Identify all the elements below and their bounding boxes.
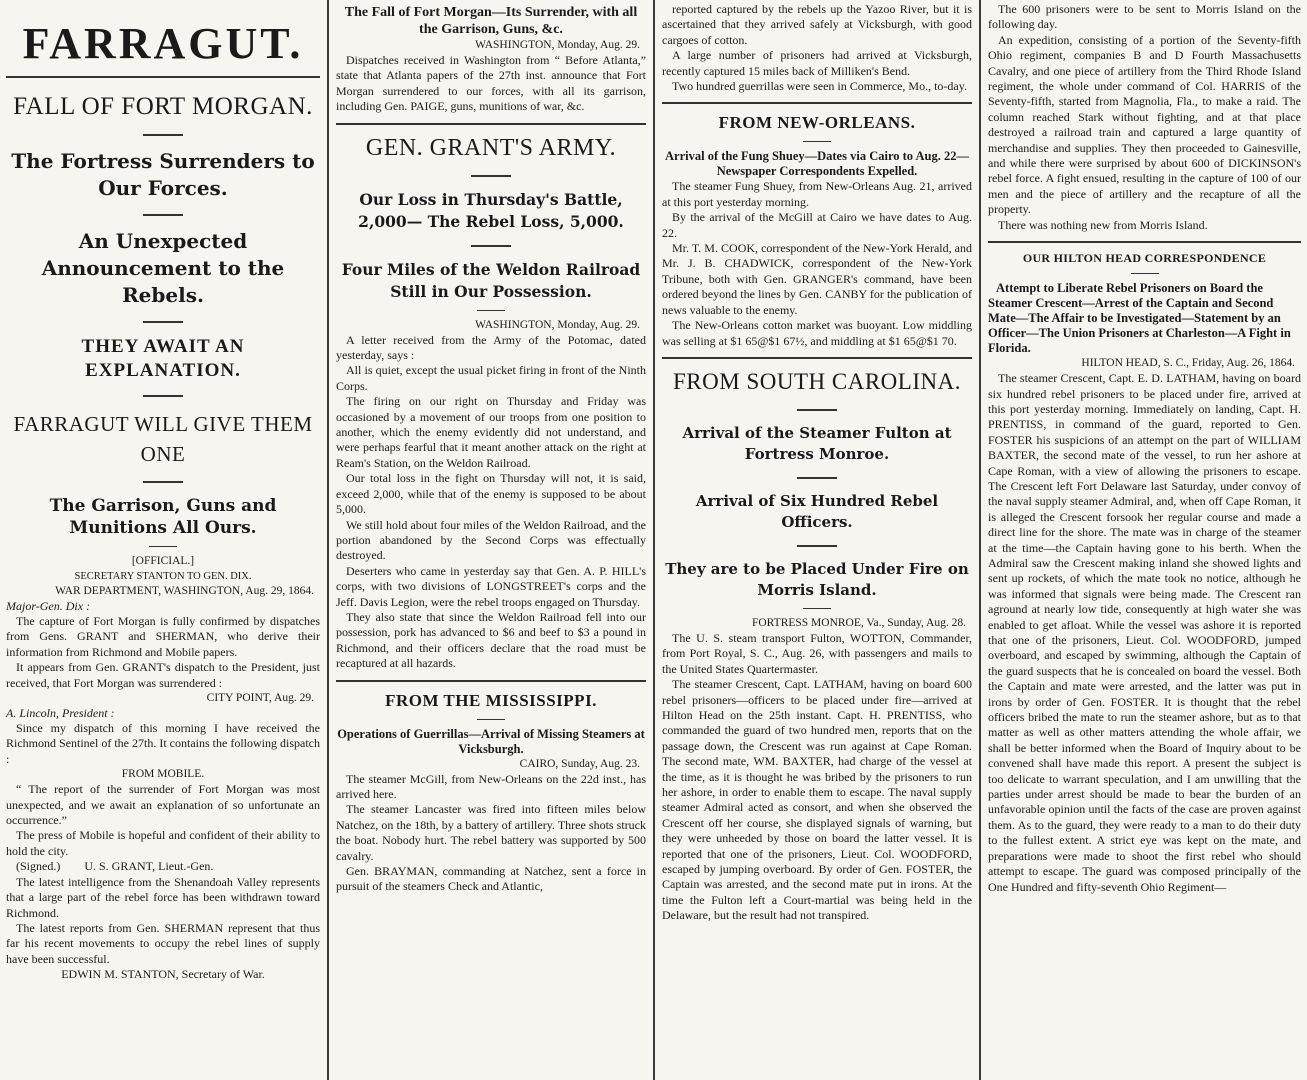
headline-fortress-surrenders: The Fortress Surrenders to Our Forces. — [11, 149, 315, 200]
paragraph: Our total loss in the fight on Thursday will not, it is said, exceed 2,000, while that of the enemy is supposed to be about 5,000. — [336, 471, 646, 517]
signed-line: (Signed.) U. S. GRANT, Lieut.-Gen. — [16, 859, 214, 874]
paragraph: The 600 prisoners were to be sent to Morris Island on the following day. — [988, 2, 1301, 32]
headline-six-hundred-officers: Arrival of Six Hundred Rebel Officers. — [695, 491, 939, 531]
signature: EDWIN M. STANTON, Secretary of War. — [61, 967, 265, 982]
subhead-guerrillas: Operations of Guerrillas—Arrival of Missing Steamers at Vicksburgh. — [337, 726, 645, 756]
paragraph: Mr. T. M. COOK, correspondent of the New-York Herald, and Mr. J. B. CHADWICK, correspondent of the New-York Tribune, both with Gen. GRANGER's command, have been ordered beyond the lines by Gen. CANBY for the publication of news valuable to the enemy. — [662, 241, 972, 317]
dateline: WASHINGTON, Monday, Aug. 29. — [475, 318, 640, 331]
dateline: WASHINGTON, Monday, Aug. 29. — [475, 39, 640, 51]
headline-fall-fort-morgan-surrender: The Fall of Fort Morgan—Its Surrender, with all the Garrison, Guns, &c. — [344, 5, 638, 37]
paragraph: There was nothing new from Morris Island. — [998, 217, 1208, 232]
divider — [336, 680, 646, 682]
paragraph: reported captured by the rebels up the Yazoo River, but it is ascertained that they arrived safely at Vicksburgh, with good cargoes of cotton. — [662, 2, 972, 47]
column-rule — [979, 0, 981, 1080]
divider — [143, 395, 183, 397]
salutation: Major-Gen. Dix : — [6, 599, 91, 613]
column-rule — [653, 0, 655, 1080]
divider — [1131, 273, 1159, 274]
paragraph: The steamer Crescent, Capt. E. D. LATHAM, having on board six hundred rebel prisoners to be placed under fire, arrived at this port yesterday morning. Immediately on landing, Capt. H. PRENTISS, in command of the guard, reported to Gen. FOSTER his suspicions of an attempt on the part of WILLIAM BAXTER, the second mate of the vessel, to run her ashore at Cape Roman, with a view of allowing the prisoners to escape. The Crescent left Fort Delaware last Saturday, under convoy of the naval supply steamer Admiral, and, when off Cape Roman, it is alleged the Crescent forsook her regular course and made a direct line for the shore. The mate was in charge of the steamer at the time—the Captain having gone to his berth. When the Admiral saw the Crescent making inland she showed lights and sent up rockets, of which the mate took no notice, although he was informed that signals were being made. The Crescent ran aground at nearly low tide, consequently at high water she was enabled to get afloat. While the vessel was ashore it is reported that one of the prisoners, Lieut. Col. WOODFORD, jumped overboard, and escaped by swimming, although the Captain of the guard suspects that he is concealed on board the vessel. Both the Captain and mate were arrested, and the latter was put in irons by order of Gen. FOSTER. It is thought that the rebel officers bribed the mate to run the steamer ashore, but as to that matter as well as other matters attending the whole affair, we shall be better informed when the Board of Inquiry about to be convened shall have made this report. A present the subject is too delicate to warrant speculation, and I am unwilling that the parties under arrest should be made to bear the burden of an unfavorable opinion until the facts of the case are proven against them. As to the guard, they were ready to a man to do their duty to the fullest extent. A strict eye was kept on the mate, and preparations were made to shoot the first rebel who should attempt to escape. The guard was composed principally of the One Hundred and fifty-seventh Ohio Regiment— — [988, 371, 1301, 894]
subhead-fung-shuey: Arrival of the Fung Shuey—Dates via Cairo to Aug. 22—Newspaper Correspondents Expelled. — [665, 149, 969, 179]
divider — [797, 477, 837, 479]
divider — [471, 245, 511, 247]
headline-farragut-will-give: FARRAGUT WILL GIVE THEM ONE — [13, 412, 313, 466]
banner-headline: FARRAGUT. — [22, 19, 304, 68]
divider — [803, 141, 831, 142]
column-rule — [327, 0, 329, 1080]
headline-our-loss: Our Loss in Thursday's Battle, 2,000— The Rebel Loss, 5,000. — [358, 189, 624, 231]
headline-unexpected-announcement: An Unexpected Announcement to the Rebels. — [41, 229, 285, 307]
paragraph: The latest reports from Gen. SHERMAN represent that thus far his recent movements to occupy the rebel lines of supply have been successful. — [6, 920, 320, 966]
paragraph: The steamer Fung Shuey, from New-Orleans Aug. 21, arrived at this port yesterday morning. — [662, 179, 972, 209]
paragraph: The firing on our right on Thursday and Friday was occasioned by a movement of our troops from one position to another, which the enemy evidently did not understand, and were perhaps fearful that it meant another attack on the right at Ream's Station, on the Weldon Railroad. — [336, 394, 646, 470]
paragraph: A large number of prisoners had arrived at Vicksburgh, recently captured 15 miles back of Milliken's Bend. — [662, 48, 972, 78]
dateline: CAIRO, Sunday, Aug. 23. — [519, 757, 640, 770]
divider — [143, 481, 183, 483]
divider — [471, 175, 511, 177]
paragraph: The latest intelligence from the Shenandoah Valley represents that a large part of the rebel force has been withdrawn toward Richmond. — [6, 874, 320, 920]
paragraph: We still hold about four miles of the Weldon Railroad, and the portion abandoned by the Second Corps was effectually destroyed. — [336, 517, 646, 563]
subhead-from-mobile: FROM MOBILE. — [121, 768, 205, 781]
divider — [336, 123, 646, 125]
column-4 — [982, 0, 1307, 1080]
dateline: WAR DEPARTMENT, WASHINGTON, Aug. 29, 1864. — [55, 585, 314, 597]
paragraph: An expedition, consisting of a portion of the Seventy-fifth Ohio regiment, companies B and D Fourth Massachusetts Cavalry, and one piece of artillery from the Third Rhode Island regiment, the whole under command of Col. HARRIS of the Seventy-fifth, started from Magnolia, Fla., to make a raid. The column reached Stark without fighting, and at that place destroyed a railroad train and captured a large quantity of merchandise and supplies. They then proceeded to Gainesville, and while there were surprised by about 600 of DICKINSON's rebel force. A fight ensued, resulting in the capture of 100 of our men and the piece of artillery and the recapture of all the property. — [988, 32, 1301, 217]
dateline: CITY POINT, Aug. 29. — [206, 692, 314, 705]
paragraph: Two hundred guerrillas were seen in Commerce, Mo., to-day. — [672, 79, 967, 94]
headline-under-fire: They are to be Placed Under Fire on Morris Island. — [665, 559, 969, 599]
headline-fall-of-fort-morgan: FALL OF FORT MORGAN. — [13, 93, 313, 120]
subhead-liberate-prisoners: Attempt to Liberate Rebel Prisoners on Board the Steamer Crescent—Arrest of the Captain and Second Mate—The Affair to be Investigated—Statement by an Officer—The Union Prisoners at Charleston—A Fight in Florida. — [988, 281, 1291, 356]
dateline: FORTRESS MONROE, Va., Sunday, Aug. 28. — [751, 616, 966, 629]
headline-steamer-fulton: Arrival of the Steamer Fulton at Fortress Monroe. — [682, 423, 952, 463]
headline-grants-army: GEN. GRANT'S ARMY. — [365, 134, 617, 161]
paragraph: It appears from Gen. GRANT's dispatch to the President, just received, that Fort Morgan was surrendered : — [6, 660, 320, 690]
column-3 — [656, 0, 978, 1080]
divider — [477, 310, 505, 311]
headline-await-explanation: THEY AWAIT AN EXPLANATION. — [81, 336, 245, 381]
official-label: [OFFICIAL.] — [131, 555, 195, 567]
divider — [143, 134, 183, 136]
from-to-line: SECRETARY STANTON TO GEN. DIX. — [74, 571, 252, 582]
paragraph: The capture of Fort Morgan is fully confirmed by dispatches from Gens. GRANT and SHERMAN, who derive their information from Richmond and Mobile papers. — [6, 614, 320, 659]
divider — [143, 321, 183, 323]
column-2 — [330, 0, 652, 1080]
paragraph: Deserters who came in yesterday say that Gen. A. P. HILL's corps, with two divisions of LONGSTREET's corps and the Jeff. Davis Legion, were the rebel troops engaged on Thursday. — [336, 563, 646, 609]
paragraph: The steamer Lancaster was fired into fifteen miles below Natchez, on the 18th, by a battery of artillery. Three shots struck the boat. Nobody hurt. The rebel battery was supported by 500 cavalry. — [336, 802, 646, 863]
paragraph: The U. S. steam transport Fulton, WOTTON, Commander, from Port Royal, S. C., Aug. 26, with passengers and mails to the United States Quartermaster. — [662, 630, 972, 676]
paragraph: The steamer McGill, from New-Orleans on the 22d inst., has arrived here. — [336, 771, 646, 801]
divider — [797, 409, 837, 411]
paragraph: Dispatches received in Washington from “ Before Atlanta,” state that Atlanta papers of the 27th inst. announce that Fort Morgan surrendered to our forces, with all its garrison, including Gen. PAIGE, guns, munitions of war, &c. — [336, 53, 646, 114]
divider — [477, 719, 505, 720]
headline-weldon-railroad: Four Miles of the Weldon Railroad Still in Our Possession. — [341, 259, 641, 301]
divider — [149, 546, 177, 547]
divider — [143, 214, 183, 216]
paragraph: All is quiet, except the usual picket firing in front of the Ninth Corps. — [336, 363, 646, 393]
paragraph: The steamer Crescent, Capt. LATHAM, having on board 600 rebel prisoners—officers to be placed under fire—arrived at Hilton Head on the 25th instant. Capt. H. PRENTISS, who commanded the guard of two hundred men, reports that on the passage down, the Crescent was run against at Cape Roman. The second mate, WM. BAXTER, had charge of the vessel at the time, as it is thought he was bribed by the prisoners to run her ashore, in order to enable them to escape. The naval supply steamer Admiral acted as consort, and when she observed the Crescent off her course, she displayed signals of warning, but they were unheeded by those on board the latter vessel. It is reported that one of the prisoners, Lieut. Col. WOODFORD, escaped by jumping overboard. By order of Gen. FOSTER, the Captain was arrested, and the second mate put in irons. At the time the Fulton left a Court-martial was being held in the Delaware, but the result had not transpired. — [662, 677, 972, 923]
divider — [988, 241, 1301, 243]
paragraph: “ The report of the surrender of Fort Morgan was most unexpected, and we await an explanation of so unfortunate an occurrence.” — [6, 782, 320, 828]
paragraph: Gen. BRAYMAN, commanding at Natchez, sent a force in pursuit of the steamers Check and Atlantic, — [336, 864, 646, 894]
salutation: A. Lincoln, President : — [6, 706, 115, 721]
headline-from-south-carolina: FROM SOUTH CAROLINA. — [673, 368, 961, 394]
headline-from-the-mississippi: FROM THE MISSISSIPPI. — [385, 690, 597, 710]
divider — [662, 357, 972, 359]
headline-hilton-head-correspondence: OUR HILTON HEAD CORRESPONDENCE — [1022, 251, 1267, 266]
headline-garrison-guns: The Garrison, Guns and Munitions All Ours. — [49, 496, 277, 538]
column-1 — [0, 0, 326, 1080]
paragraph: Since my dispatch of this morning I have received the Richmond Sentinel of the 27th. It contains the following dispatch : — [6, 721, 320, 766]
dateline: HILTON HEAD, S. C., Friday, Aug. 26, 1864. — [1081, 357, 1295, 370]
divider — [803, 608, 831, 609]
paragraph: By the arrival of the McGill at Cairo we have dates to Aug. 22. — [662, 210, 972, 240]
divider — [6, 76, 320, 78]
paragraph: A letter received from the Army of the Potomac, dated yesterday, says : — [336, 332, 646, 363]
paragraph: The press of Mobile is hopeful and confident of their ability to hold the city. — [6, 828, 320, 858]
divider — [662, 102, 972, 104]
paragraph: They also state that since the Weldon Railroad fell into our possession, pork has advanced to $6 and beef to $3 a pound in Richmond, and their officers declare that the road must be recaptured at all hazards. — [336, 609, 646, 671]
headline-from-new-orleans: FROM NEW-ORLEANS. — [718, 113, 916, 133]
paragraph: The New-Orleans cotton market was buoyant. Low middling was selling at $1 65@$1 67½, and middling at $1 65@$1 70. — [662, 318, 972, 348]
divider — [797, 545, 837, 547]
